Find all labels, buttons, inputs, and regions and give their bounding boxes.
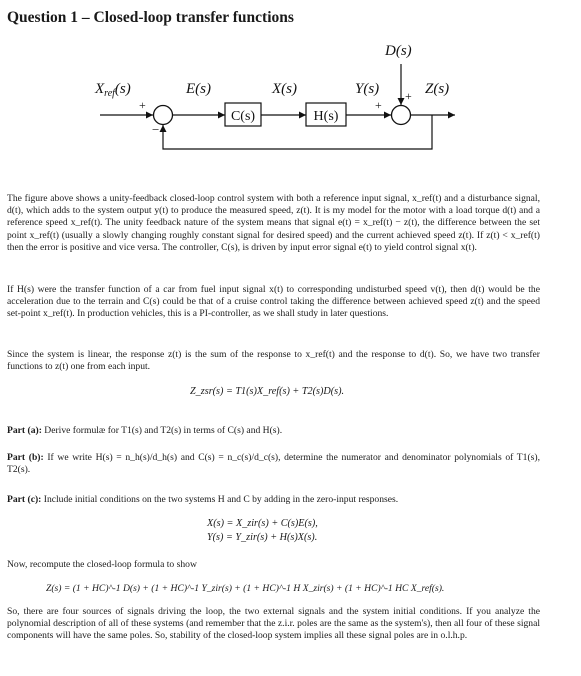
reference-label: $X_{ref}(s)$ — [95, 81, 131, 99]
summing-junction-output — [392, 106, 411, 125]
sign-disturbance-plus: + — [405, 89, 412, 103]
plant-output-label: Y(s) — [355, 81, 380, 97]
error-label: E(s) — [186, 81, 211, 97]
part-a-text: Derive formulæ for T1(s) and T2(s) in terms of C(s) and H(s). — [44, 425, 283, 436]
control-signal-label: X(s) — [272, 81, 297, 97]
paragraph-car-example: If H(s) were the transfer function of a car from fuel input signal x(t) to corresponding undisturbed speed v(t), then d(t) would be the acceleration due to the terrain and C(s) could be that of a cruise control taking the difference between achieved speed z(t) and the speed set-point x_ref(t). In production vehicles, this is a PI-controller, as we shall study in later questions. — [7, 284, 540, 320]
disturbance-label: D(s) — [385, 43, 412, 59]
part-c-text: Include initial conditions on the two systems H and C by adding in the zero-input responses. — [43, 494, 399, 505]
part-a — [7, 425, 540, 437]
equation-x-zir: X(s) = X_zir(s) + C(s)E(s), — [207, 518, 318, 529]
sign-reference-plus: + — [139, 98, 146, 112]
sign-plant-plus: + — [375, 98, 382, 112]
equation-closed-loop: Z(s) = (1 + HC)^-1 D(s) + (1 + HC)^-1 Y_zir(s) + (1 + HC)^-1 H X_zir(s) + (1 + HC)^-1 HC X_ref(s). — [46, 583, 445, 594]
block-diagram — [0, 36, 581, 151]
part-b — [7, 452, 540, 476]
equation-y-zir: Y(s) = Y_zir(s) + H(s)X(s). — [207, 532, 318, 543]
part-b-text: If we write H(s) = n_h(s)/d_h(s) and C(s) = n_c(s)/d_c(s), determine the numerator and denominator polynomials of T1(s), T2(s). — [7, 452, 540, 476]
feedback-path — [163, 115, 432, 149]
part-c — [7, 494, 540, 506]
part-a-label: Part (a): — [7, 425, 42, 436]
paragraph-system-description: The figure above shows a unity-feedback closed-loop control system with both a reference input signal, x_ref(t) and a disturbance signal, d(t), which adds to the system output y(t) to produce the measured speed, z(t). It is my model for the motor with a load torque d(t) and a reference speed x_ref(t). The unity feedback nature of the system means that signal e(t) = x_ref(t) − z(t), the difference between the set point x_ref(t) (usually a slowly changing roughly constant signal for desired speed) and the current achieved speed z(t). If z(t) < x_ref(t) then the error is positive and vice versa. The controller, C(s), is driven by input error signal e(t) to yield control signal x(t). — [7, 193, 540, 253]
output-label: Z(s) — [425, 81, 450, 97]
paragraph-linearity: Since the system is linear, the response z(t) is the sum of the response to x_ref(t) and the response to d(t). So, we have two transfer functions to z(t) one from each input. — [7, 349, 540, 373]
part-b-label: Part (b): — [7, 452, 44, 463]
equation-zsr: Z_zsr(s) = T1(s)X_ref(s) + T2(s)D(s). — [190, 386, 345, 397]
plant-block-label: H(s) — [313, 109, 339, 124]
paragraph-stability: So, there are four sources of signals driving the loop, the two external signals and the system initial conditions. If you analyze the polynomial description of all of these systems (and remember that the z.i.r. poles are the same as the system's), then all four of these signal components will have the same poles. So, stability of the closed-loop system implies all these signal poles are in o.l.h.p. — [7, 606, 540, 642]
paragraph-recompute: Now, recompute the closed-loop formula to show — [7, 559, 197, 570]
part-c-label: Part (c): — [7, 494, 42, 505]
page-title: Question 1 – Closed-loop transfer functions — [7, 9, 294, 26]
sign-feedback-minus: − — [152, 122, 160, 137]
controller-block-label: C(s) — [230, 109, 256, 124]
